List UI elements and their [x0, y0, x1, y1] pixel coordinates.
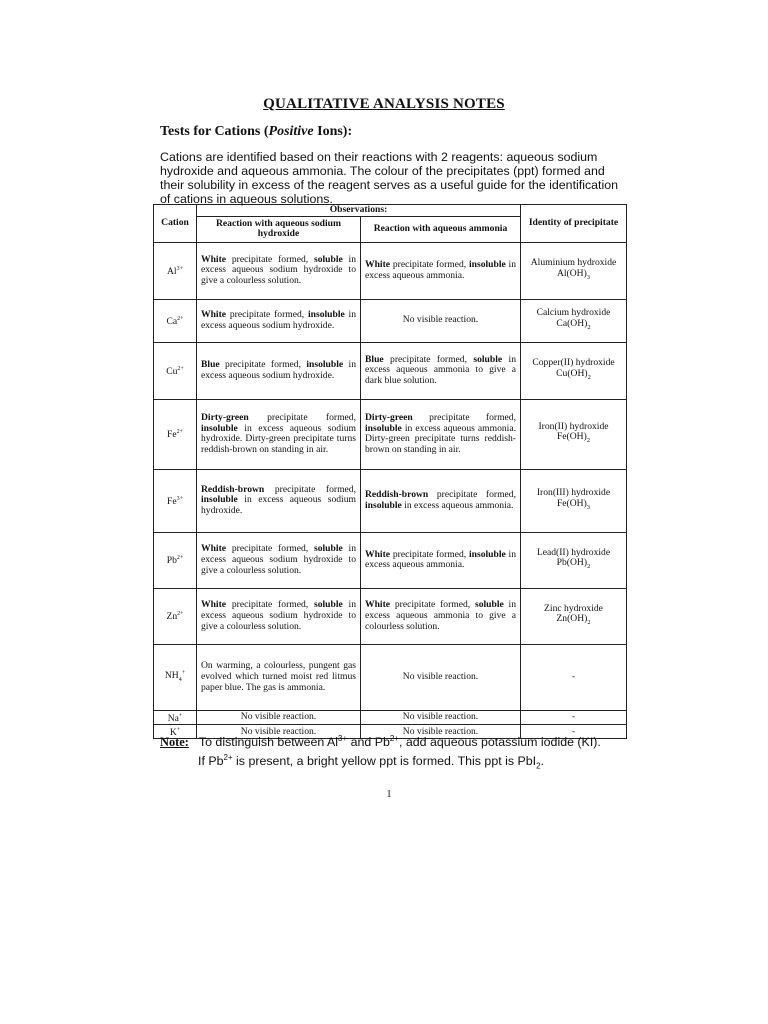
naoh-observation: White precipitate formed, soluble in excess aqueous sodium hydroxide to give a colourless solution. — [197, 532, 361, 588]
naoh-observation: Blue precipitate formed, insoluble in excess aqueous sodium hydroxide. — [197, 342, 361, 399]
cation-cell: $NH_4^+$ — [154, 644, 197, 710]
page-title: QUALITATIVE ANALYSIS NOTES — [263, 96, 505, 112]
cation-cell: $Pb^{2+}$ — [154, 532, 197, 588]
cation-cell: $Fe^{2+}$ — [154, 399, 197, 469]
precipitate-identity: - — [521, 724, 627, 738]
naoh-observation: On warming, a colourless, pungent gas evolved which turned moist red litmus paper blue. The gas is ammonia. — [197, 644, 361, 710]
nh3-observation: Blue precipitate formed, soluble in excess aqueous ammonia to give a dark blue solution. — [361, 342, 521, 399]
cation-cell: K+ — [154, 724, 197, 738]
note-line-1: To distinguish between $Al^{3+}$ and $Pb^{2+}$, add aqueous potassium iodide (KI). — [198, 734, 601, 750]
precipitate-identity: Iron(II) hydroxide $Fe(OH)_2$ — [521, 399, 627, 469]
nh3-observation: No visible reaction. — [361, 724, 521, 738]
note-label: Note: — [160, 735, 189, 750]
note-line-2: If $Pb^{2+}$ is present, a bright yellow ppt is formed. This ppt is PbI$_2$. — [198, 753, 544, 771]
precipitate-identity: Zinc hydroxide $Zn(OH)_2$ — [521, 588, 627, 644]
naoh-observation: Dirty-green precipitate formed, insoluble in excess aqueous sodium hydroxide. Dirty-green precipitate turns reddish-brown on standing in air. — [197, 399, 361, 469]
cation-cell: $Fe^{3+}$ — [154, 469, 197, 532]
section-heading — [160, 124, 352, 140]
naoh-observation: No visible reaction. — [197, 724, 361, 738]
precipitate-identity: Iron(III) hydroxide $Fe(OH)_3$ — [521, 469, 627, 532]
table-row — [154, 342, 627, 399]
page-number: 1 — [386, 789, 392, 800]
cation-cell: Na+ — [154, 710, 197, 724]
precipitate-identity: - — [521, 644, 627, 710]
table-row — [154, 710, 627, 724]
precipitate-identity: Lead(II) hydroxide $Pb(OH)_2$ — [521, 532, 627, 588]
precipitate-identity: Calcium hydroxide $Ca(OH)_2$ — [521, 299, 627, 342]
table-row — [154, 644, 627, 710]
naoh-observation: White precipitate formed, soluble in excess aqueous sodium hydroxide to give a colourless solution. — [197, 588, 361, 644]
nh3-observation: White precipitate formed, soluble in excess aqueous ammonia to give a colourless solution. — [361, 588, 521, 644]
note — [160, 731, 601, 775]
precipitate-identity: Copper(II) hydroxide $Cu(OH)_2$ — [521, 342, 627, 399]
nh3-observation: White precipitate formed, insoluble in excess aqueous ammonia. — [361, 532, 521, 588]
precipitate-identity: Aluminium hydroxide $Al(OH)_3$ — [521, 242, 627, 299]
section-heading-emphasis: Positive — [268, 124, 314, 139]
naoh-observation: Reddish-brown precipitate formed, insoluble in excess aqueous sodium hydroxide. — [197, 469, 361, 532]
header-naoh: Reaction with aqueous sodium hydroxide — [197, 216, 361, 242]
section-heading-suffix: Ions): — [313, 124, 353, 139]
nh3-observation: No visible reaction. — [361, 710, 521, 724]
table-row — [154, 242, 627, 299]
naoh-observation: White precipitate formed, insoluble in excess aqueous sodium hydroxide. — [197, 299, 361, 342]
cation-cell: $Zn^{2+}$ — [154, 588, 197, 644]
cation-cell: $Ca^{2+}$ — [154, 299, 197, 342]
cation-cell: $Cu^{2+}$ — [154, 342, 197, 399]
header-nh3: Reaction with aqueous ammonia — [361, 216, 521, 242]
header-observations: Observations: — [197, 205, 521, 217]
table-row — [154, 469, 627, 532]
cation-cell: $Al^{3+}$ — [154, 242, 197, 299]
naoh-observation: No visible reaction. — [197, 710, 361, 724]
naoh-observation: White precipitate formed, soluble in excess aqueous sodium hydroxide to give a colourless solution. — [197, 242, 361, 299]
section-heading-prefix: Tests for Cations ( — [160, 124, 269, 139]
cation-tests-table — [153, 204, 627, 739]
nh3-observation: White precipitate formed, insoluble in excess aqueous ammonia. — [361, 242, 521, 299]
header-cation: Cation — [154, 205, 197, 243]
header-identity: Identity of precipitate — [521, 205, 627, 243]
nh3-observation: Dirty-green precipitate formed, insoluble in excess aqueous ammonia. Dirty-green precipitate turns reddish-brown on standing in air. — [361, 399, 521, 469]
precipitate-identity: - — [521, 710, 627, 724]
table-row — [154, 532, 627, 588]
table-row — [154, 299, 627, 342]
table-row — [154, 399, 627, 469]
table-row — [154, 588, 627, 644]
nh3-observation: No visible reaction. — [361, 644, 521, 710]
nh3-observation: No visible reaction. — [361, 299, 521, 342]
intro-paragraph: Cations are identified based on their reactions with 2 reagents: aqueous sodium hydroxide and aqueous ammonia. The colour of the precipitates (ppt) formed and their solubility in excess of the reagent serves as a useful guide for the identification of cations in aqueous solutions. — [160, 150, 619, 206]
nh3-observation: Reddish-brown precipitate formed, insoluble in excess aqueous ammonia. — [361, 469, 521, 532]
